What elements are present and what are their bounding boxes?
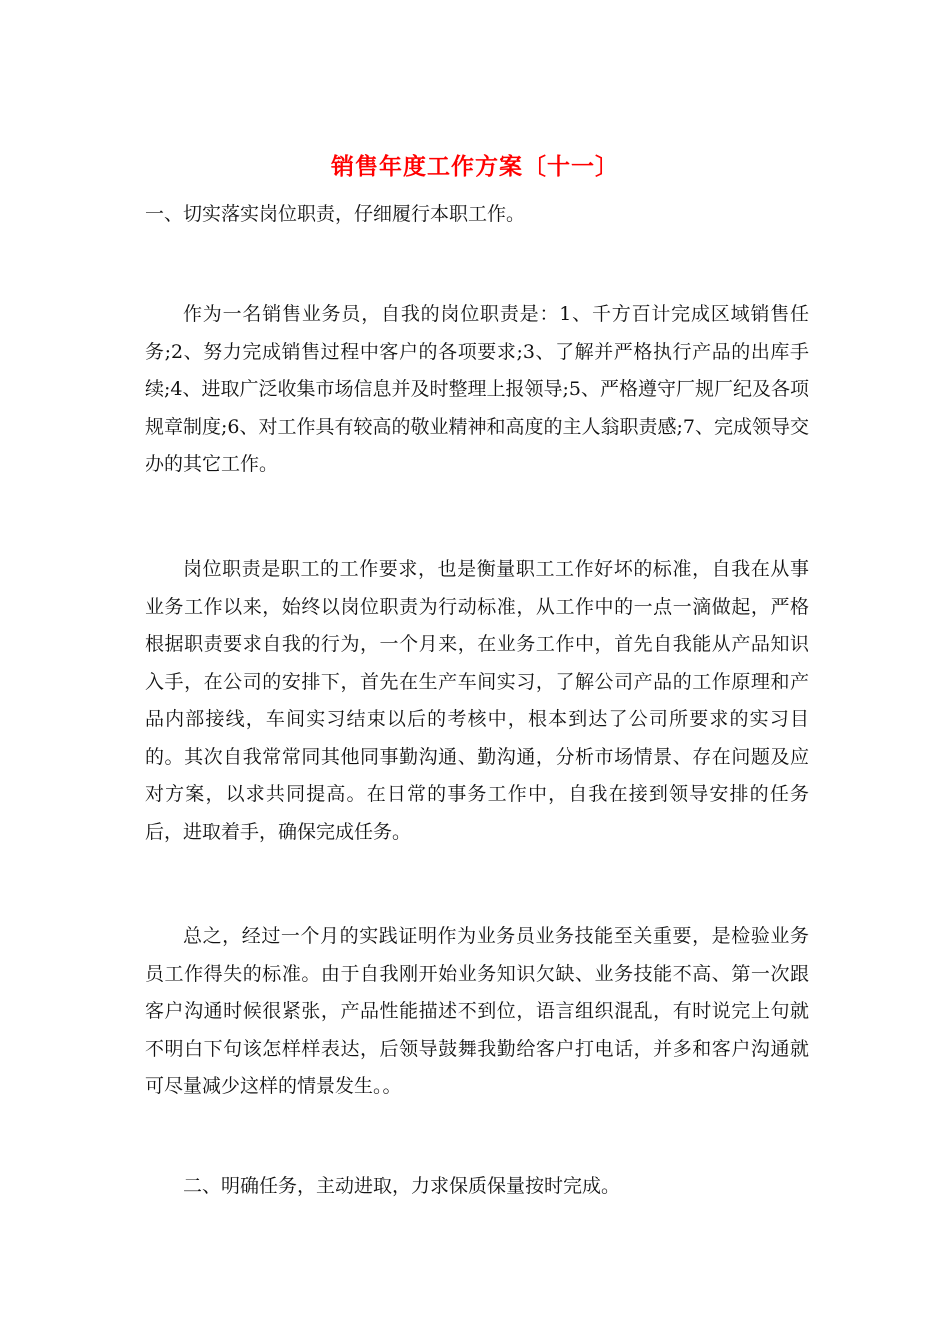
paragraph-duties: 作为一名销售业务员，自我的岗位职责是：1、千方百计完成区域销售任务;2、努力完成销售过程中客户的各项要求;3、了解并严格执行产品的出库手续;4、进取广泛收集市场信息并及时整理上报领导;5、严格遵守厂规厂纪及各项规章制度;6、对工作具有较高的敬业精神和高度的主人翁职责感;7、完成领导交办的其它工作。 [145, 303, 809, 475]
section-heading-1: 一、切实落实岗位职责，仔细履行本职工作。 [145, 203, 526, 225]
document-title: 销售年度工作方案〔十一〕 [331, 153, 619, 180]
paragraph-responsibility: 岗位职责是职工的工作要求，也是衡量职工工作好坏的标准，自我在从事业务工作以来，始终以岗位职责为行动标准，从工作中的一点一滴做起，严格根据职责要求自我的行为，一个月来，在业务工作中，首先自我能从产品知识入手，在公司的安排下，首先在生产车间实习，了解公司产品的工作原理和产品内部接线，车间实习结束以后的考核中，根本到达了公司所要求的实习目的。其次自我常常同其他同事勤沟通、勤沟通，分析市场情景、存在问题及应对方案，以求共同提高。在日常的事务工作中，自我在接到领导安排的任务后，进取着手，确保完成任务。 [145, 558, 809, 843]
paragraph-summary: 总之，经过一个月的实践证明作为业务员业务技能至关重要，是检验业务员工作得失的标准。由于自我刚开始业务知识欠缺、业务技能不高、第一次跟客户沟通时候很紧张，产品性能描述不到位，语言组织混乱，有时说完上句就不明白下句该怎样样表达，后领导鼓舞我勤给客户打电话，并多和客户沟通就可尽量减少这样的情景发生。。 [145, 925, 809, 1097]
section-heading-2: 二、明确任务，主动进取，力求保质保量按时完成。 [183, 1175, 621, 1197]
